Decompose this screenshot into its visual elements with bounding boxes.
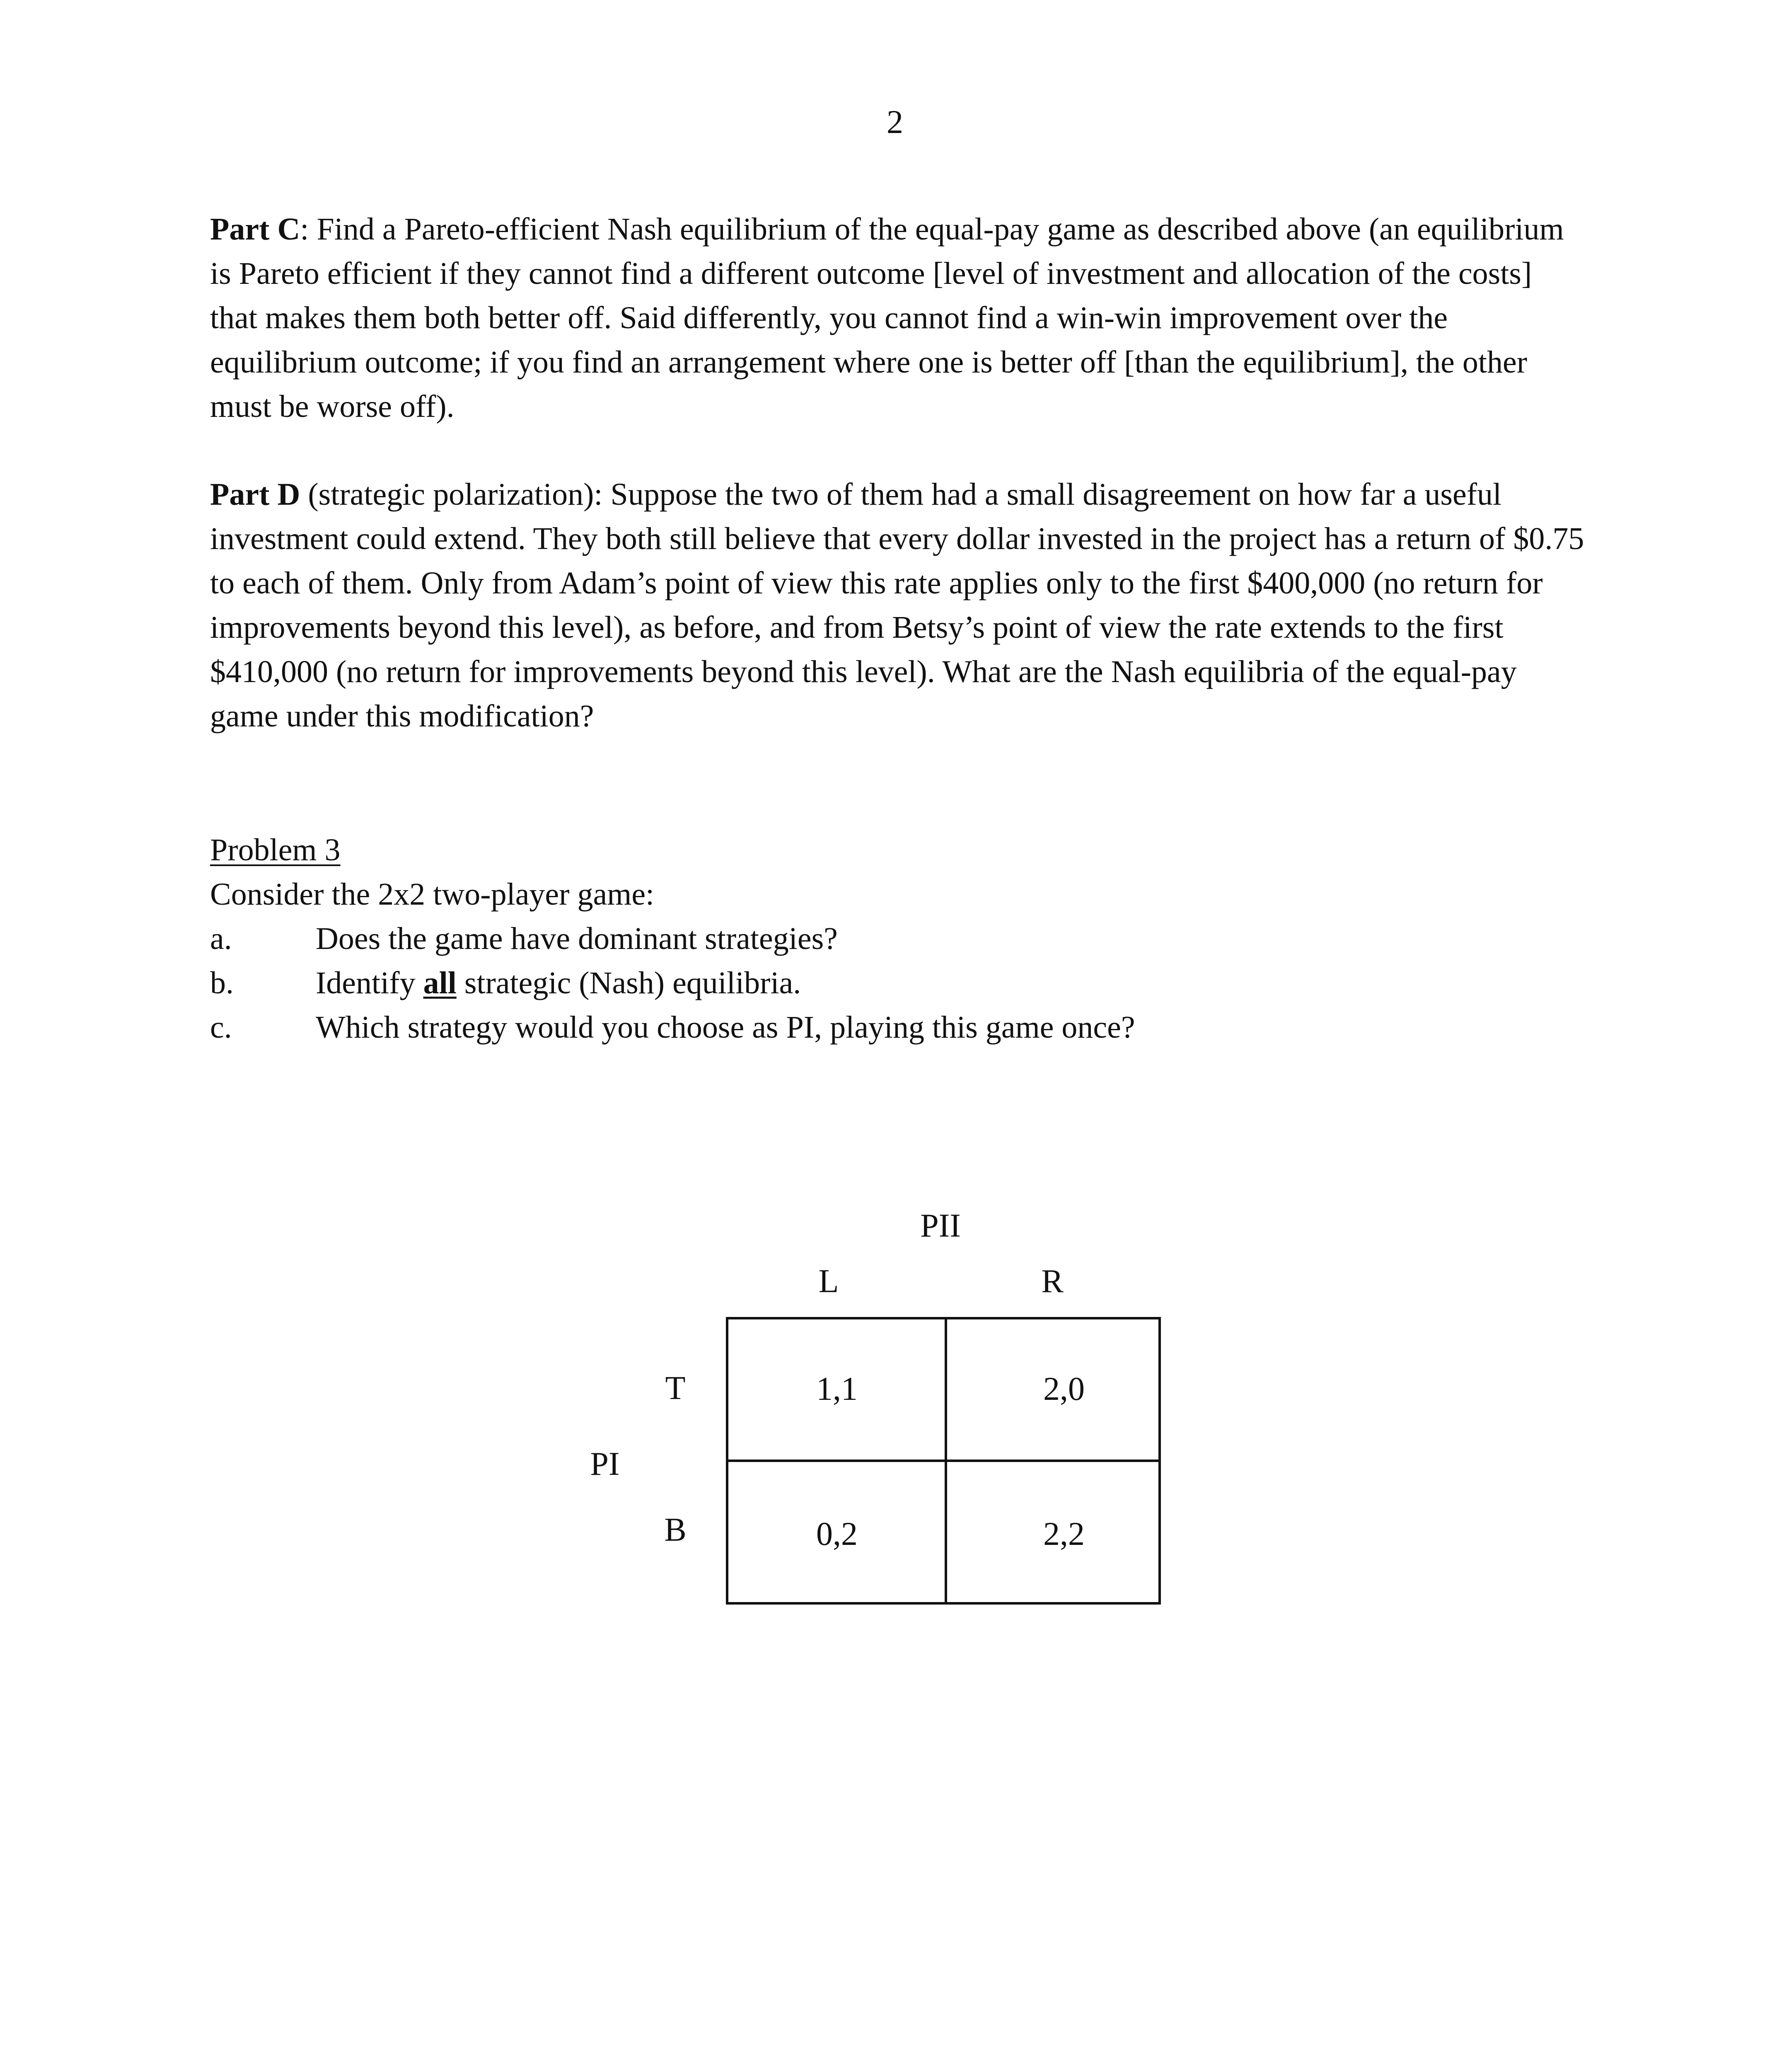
question-b: [210, 961, 1577, 1005]
question-letter: c.: [210, 1010, 232, 1045]
part-c-label: Part C: [210, 212, 300, 247]
question-c: [210, 1005, 1577, 1050]
part-d-paragraph: [210, 472, 1586, 738]
player1-label: PI: [590, 1446, 620, 1482]
part-c-paragraph: [210, 207, 1586, 429]
payoff-cell-b-l: 0,2: [816, 1516, 858, 1552]
question-text-before: Identify: [316, 966, 423, 1000]
problem-heading: Problem 3: [210, 833, 341, 867]
question-text: Which strategy would you choose as PI, playing this game once?: [316, 1010, 1135, 1045]
row-label-b: B: [664, 1512, 687, 1548]
problem-intro: Consider the 2x2 two-player game:: [210, 877, 655, 912]
payoff-cell-b-r: 2,2: [1043, 1516, 1085, 1552]
row-label-t: T: [665, 1370, 686, 1406]
part-d-text: (strategic polarization): Suppose the two of them had a small disagreement on how far a useful investment could extend. They both still believe that every dollar invested in the project has a return of $0.75 to each of them. Only from Adam’s point of view this rate applies only to the first $400,000 (no return for improvements beyond this level), as before, and from Betsy’s point of view the rate extends to the first $410,000 (no return for improvements beyond this level). What are the Nash equilibria of the equal-pay game under this modification?: [210, 477, 1584, 733]
question-emphasis: all: [423, 966, 457, 1000]
part-d-label: Part D: [210, 477, 300, 512]
question-text-after: strategic (Nash) equilibria.: [456, 966, 801, 1000]
page-number: 2: [887, 104, 903, 140]
question-text: Does the game have dominant strategies?: [316, 921, 838, 956]
question-letter: a.: [210, 921, 232, 956]
part-c-text: : Find a Pareto-efficient Nash equilibrium of the equal-pay game as described above (an equilibrium is Pareto efficient if they cannot find a different outcome [level of investment and allocation of the costs] that makes them both better off. Said differently, you cannot find a win-win improvement over the equilibrium outcome; if you find an arrangement where one is better off [than the equilibrium], the other must be worse off).: [210, 212, 1564, 424]
payoff-cell-t-l: 1,1: [816, 1371, 858, 1407]
payoff-cell-t-r: 2,0: [1043, 1371, 1085, 1407]
question-letter: b.: [210, 966, 234, 1000]
payoff-matrix: [726, 1317, 1161, 1605]
column-label-r: R: [1041, 1263, 1064, 1300]
column-label-l: L: [818, 1263, 839, 1300]
question-a: [210, 917, 1577, 961]
matrix-divider-horizontal: [728, 1460, 1158, 1462]
player2-label: PII: [920, 1208, 961, 1244]
